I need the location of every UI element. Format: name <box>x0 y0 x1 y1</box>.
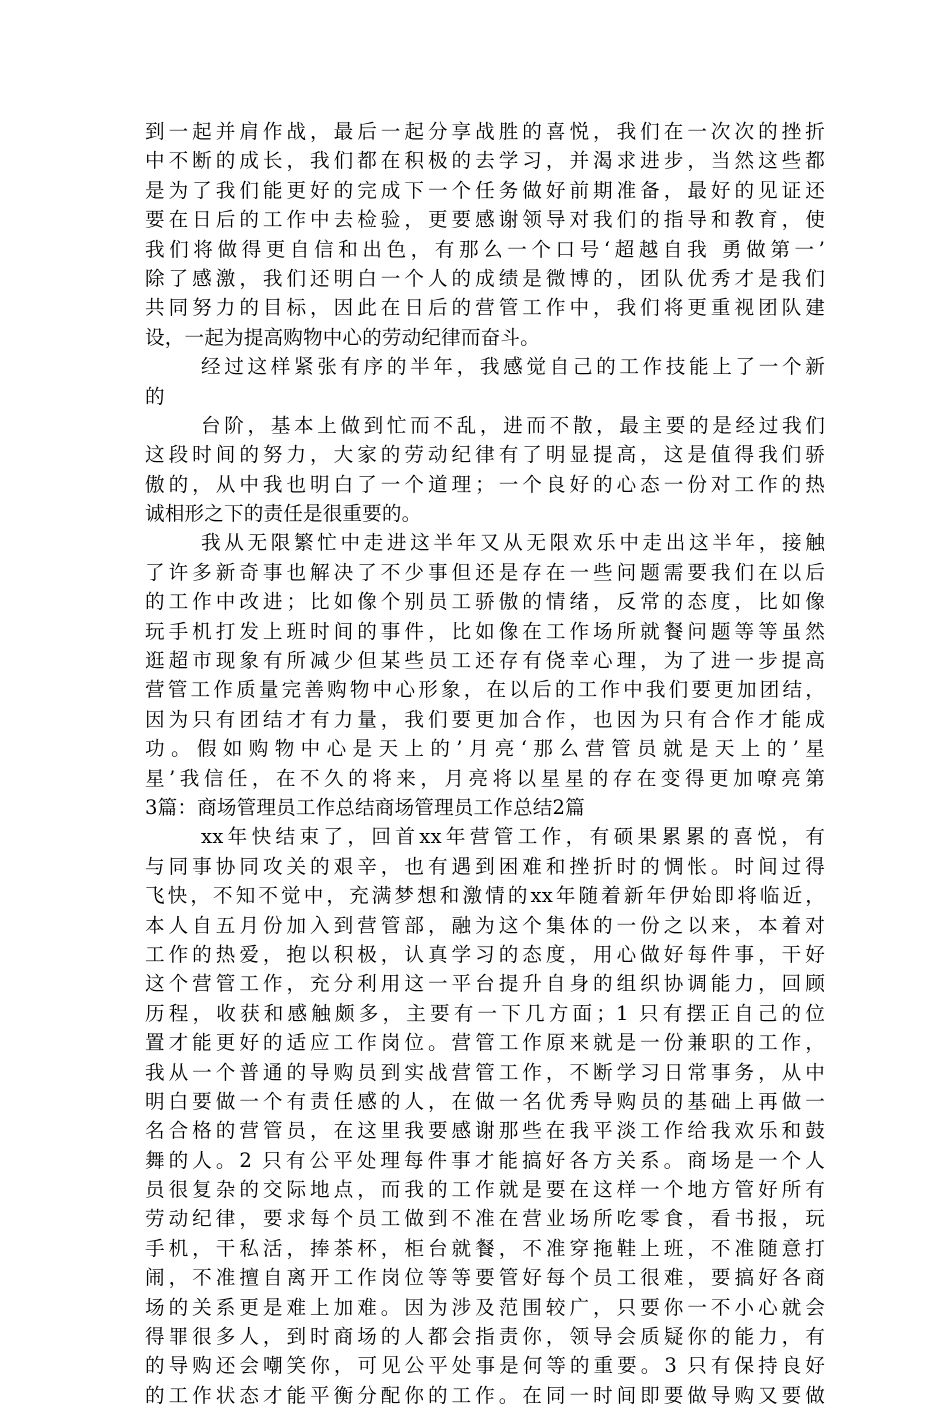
text-line: 傲的，从中我也明白了一个道理；一个良好的心态一份对工作的热 <box>145 472 825 496</box>
text-line: 本人自五月份加入到营管部，融为这个集体的一份之以来，本着对 <box>145 913 825 937</box>
text-line: 场的关系更是难上加难。因为涉及范围较广，只要你一不小心就会 <box>145 1295 825 1319</box>
text-line: 的导购还会嘲笑你，可见公平处事是何等的重要。3 只有保持良好 <box>145 1354 825 1378</box>
text-line: 我从一个普通的导购员到实战营管工作，不断学习日常事务，从中 <box>145 1060 825 1084</box>
text-line: 共同努力的目标，因此在日后的营管工作中，我们将更重视团队建 <box>145 296 825 320</box>
text-line: 诚相形之下的责任是很重要的。 <box>145 502 422 526</box>
text-line: 历程，收获和感触颇多，主要有一下几方面；1 只有摆正自己的位 <box>145 1001 825 1025</box>
text-line: 要在日后的工作中去检验，更要感谢领导对我们的指导和教育，使 <box>145 208 825 232</box>
text-line: 逛超市现象有所减少但某些员工还存有侥幸心理，为了进一步提高 <box>145 649 825 673</box>
text-line: 与同事协同攻关的艰辛，也有遇到困难和挫折时的惆怅。时间过得 <box>145 854 825 878</box>
text-line: 得罪很多人，到时商场的人都会指责你，领导会质疑你的能力，有 <box>145 1325 825 1349</box>
text-line: 因为只有团结才有力量，我们要更加合作，也因为只有合作才能成 <box>145 707 825 731</box>
text-line: 中不断的成长，我们都在积极的去学习，并渴求进步，当然这些都 <box>145 149 825 173</box>
text-line: 3篇：商场管理员工作总结商场管理员工作总结2篇 <box>145 795 585 819</box>
text-line: 的 <box>145 384 165 408</box>
text-line: 这段时间的努力，大家的劳动纪律有了明显提高，这是值得我们骄 <box>145 443 825 467</box>
text-line: 的工作状态才能平衡分配你的工作。在同一时间即要做导购又要做 <box>145 1383 825 1407</box>
text-line: 明白要做一个有责任感的人，在做一名优秀导购员的基础上再做一 <box>145 1089 825 1113</box>
text-line: 玩手机打发上班时间的事件，比如像在工作场所就餐问题等等虽然 <box>145 619 825 643</box>
text-line: 是为了我们能更好的完成下一个任务做好前期准备，最好的见证还 <box>145 178 825 202</box>
text-line: 星’我信任，在不久的将来，月亮将以星星的存在变得更加嘹亮第 <box>145 766 825 790</box>
text-line: 名合格的营管员，在这里我要感谢那些在我平淡工作给我欢乐和鼓 <box>145 1119 825 1143</box>
text-line: 手机，干私活，捧茶杯，柜台就餐，不准穿拖鞋上班，不准随意打 <box>145 1236 825 1260</box>
text-line: 闹，不准擅自离开工作岗位等等要管好每个员工很难，要搞好各商 <box>145 1266 825 1290</box>
text-line: 营管工作质量完善购物中心形象，在以后的工作中我们要更加团结， <box>145 678 825 702</box>
text-line: 我们将做得更自信和出色，有那么一个口号‘超越自我 勇做第一’ <box>145 237 825 261</box>
text-line: 了许多新奇事也解决了不少事但还是存在一些问题需要我们在以后 <box>145 560 825 584</box>
text-line: 的工作中改进；比如像个别员工骄傲的情绪，反常的态度，比如像 <box>145 590 825 614</box>
text-line: xx年快结束了，回首xx年营管工作，有硕果累累的喜悦，有 <box>201 825 825 849</box>
text-line: 置才能更好的适应工作岗位。营管工作原来就是一份兼职的工作， <box>145 1031 825 1055</box>
text-line: 除了感激，我们还明白一个人的成绩是微博的，团队优秀才是我们 <box>145 266 825 290</box>
text-line: 设，一起为提高购物中心的劳动纪律而奋斗。 <box>145 325 540 349</box>
text-line: 功。假如购物中心是天上的’月亮‘那么营管员就是天上的’星 <box>145 737 825 761</box>
text-line: 我从无限繁忙中走进这半年又从无限欢乐中走出这半年，接触 <box>201 531 825 555</box>
text-line: 员很复杂的交际地点，而我的工作就是要在这样一个地方管好所有 <box>145 1178 825 1202</box>
text-line: 经过这样紧张有序的半年，我感觉自己的工作技能上了一个新 <box>201 355 825 379</box>
document-body-text <box>145 117 825 1410</box>
text-line: 飞快，不知不觉中，充满梦想和激情的xx年随着新年伊始即将临近， <box>145 884 825 908</box>
text-line: 这个营管工作，充分利用这一平台提升自身的组织协调能力，回顾 <box>145 972 825 996</box>
text-line: 到一起并肩作战，最后一起分享战胜的喜悦，我们在一次次的挫折 <box>145 120 825 143</box>
text-line: 劳动纪律，要求每个员工做到不准在营业场所吃零食，看书报，玩 <box>145 1207 825 1231</box>
text-line: 台阶，基本上做到忙而不乱，进而不散，最主要的是经过我们 <box>201 413 825 437</box>
text-line: 舞的人。2 只有公平处理每件事才能搞好各方关系。商场是一个人 <box>145 1148 825 1172</box>
text-line: 工作的热爱，抱以积极，认真学习的态度，用心做好每件事，干好 <box>145 942 825 966</box>
